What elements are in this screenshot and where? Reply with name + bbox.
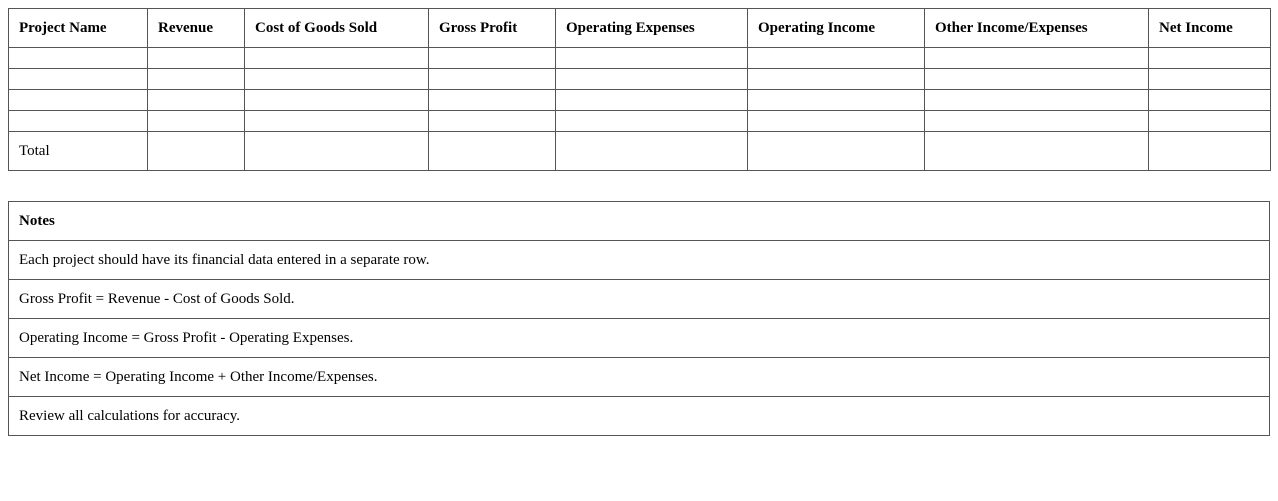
table-cell[interactable] bbox=[556, 48, 748, 69]
table-cell[interactable] bbox=[556, 69, 748, 90]
header-other-income-expenses: Other Income/Expenses bbox=[925, 9, 1149, 48]
table-cell[interactable] bbox=[429, 111, 556, 132]
note-row bbox=[9, 241, 1270, 280]
table-cell[interactable] bbox=[148, 90, 245, 111]
table-header-row bbox=[9, 9, 1271, 48]
total-operating-expenses-cell[interactable] bbox=[556, 132, 748, 171]
note-item: Review all calculations for accuracy. bbox=[9, 397, 1270, 436]
total-row bbox=[9, 132, 1271, 171]
table-cell[interactable] bbox=[925, 69, 1149, 90]
note-item: Operating Income = Gross Profit - Operating Expenses. bbox=[9, 319, 1270, 358]
total-gross-profit-cell[interactable] bbox=[429, 132, 556, 171]
table-cell[interactable] bbox=[748, 111, 925, 132]
header-revenue: Revenue bbox=[148, 9, 245, 48]
header-project-name: Project Name bbox=[9, 9, 148, 48]
note-item: Gross Profit = Revenue - Cost of Goods Sold. bbox=[9, 280, 1270, 319]
table-cell[interactable] bbox=[429, 69, 556, 90]
notes-header-row bbox=[9, 202, 1270, 241]
table-cell[interactable] bbox=[429, 48, 556, 69]
note-item: Each project should have its financial data entered in a separate row. bbox=[9, 241, 1270, 280]
table-cell[interactable] bbox=[925, 111, 1149, 132]
table-cell[interactable] bbox=[245, 90, 429, 111]
table-row bbox=[9, 90, 1271, 111]
total-net-income-cell[interactable] bbox=[1149, 132, 1271, 171]
table-cell[interactable] bbox=[9, 111, 148, 132]
table-cell[interactable] bbox=[748, 69, 925, 90]
table-cell[interactable] bbox=[925, 90, 1149, 111]
notes-table bbox=[8, 201, 1270, 436]
table-cell[interactable] bbox=[245, 48, 429, 69]
note-item: Net Income = Operating Income + Other Income/Expenses. bbox=[9, 358, 1270, 397]
table-cell[interactable] bbox=[148, 111, 245, 132]
table-cell[interactable] bbox=[748, 90, 925, 111]
note-row bbox=[9, 280, 1270, 319]
header-net-income: Net Income bbox=[1149, 9, 1271, 48]
total-label: Total bbox=[9, 132, 148, 171]
table-row bbox=[9, 111, 1271, 132]
header-cost-of-goods-sold: Cost of Goods Sold bbox=[245, 9, 429, 48]
table-cell[interactable] bbox=[9, 48, 148, 69]
header-gross-profit: Gross Profit bbox=[429, 9, 556, 48]
table-cell[interactable] bbox=[748, 48, 925, 69]
table-cell[interactable] bbox=[556, 90, 748, 111]
table-cell[interactable] bbox=[429, 90, 556, 111]
note-row bbox=[9, 358, 1270, 397]
project-financials-table bbox=[8, 8, 1271, 171]
note-row bbox=[9, 319, 1270, 358]
table-cell[interactable] bbox=[245, 69, 429, 90]
total-operating-income-cell[interactable] bbox=[748, 132, 925, 171]
table-cell[interactable] bbox=[245, 111, 429, 132]
header-operating-expenses: Operating Expenses bbox=[556, 9, 748, 48]
total-other-income-expenses-cell[interactable] bbox=[925, 132, 1149, 171]
table-cell[interactable] bbox=[9, 69, 148, 90]
table-row bbox=[9, 69, 1271, 90]
table-cell[interactable] bbox=[1149, 48, 1271, 69]
table-cell[interactable] bbox=[925, 48, 1149, 69]
table-row bbox=[9, 48, 1271, 69]
note-row bbox=[9, 397, 1270, 436]
table-cell[interactable] bbox=[148, 48, 245, 69]
header-operating-income: Operating Income bbox=[748, 9, 925, 48]
table-cell[interactable] bbox=[9, 90, 148, 111]
table-cell[interactable] bbox=[1149, 111, 1271, 132]
notes-header: Notes bbox=[9, 202, 1270, 241]
table-cell[interactable] bbox=[556, 111, 748, 132]
total-cogs-cell[interactable] bbox=[245, 132, 429, 171]
table-cell[interactable] bbox=[1149, 69, 1271, 90]
total-revenue-cell[interactable] bbox=[148, 132, 245, 171]
table-cell[interactable] bbox=[1149, 90, 1271, 111]
table-cell[interactable] bbox=[148, 69, 245, 90]
